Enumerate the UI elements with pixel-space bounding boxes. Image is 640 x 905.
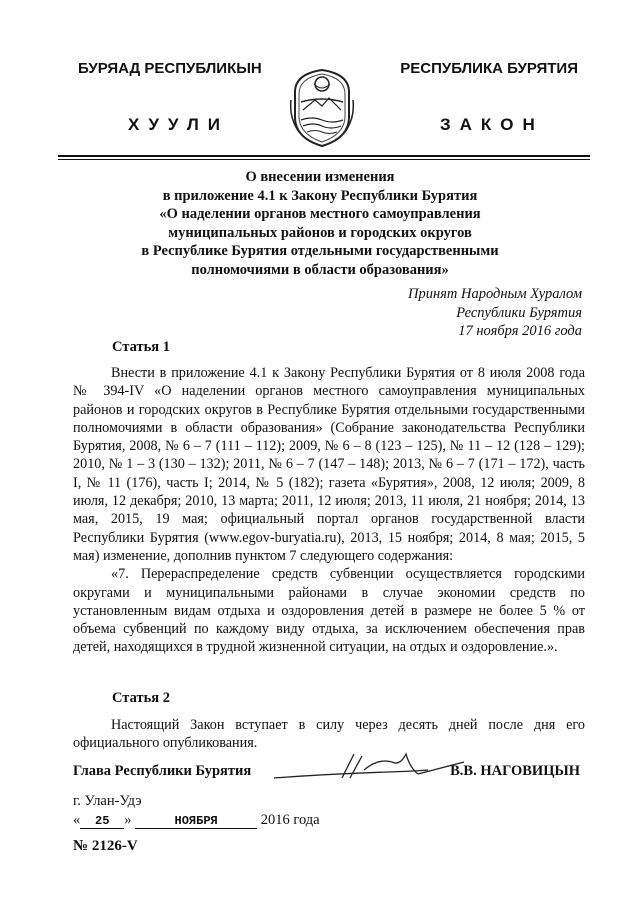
- title-line: в Республике Бурятия отдельными государственными: [141, 243, 499, 259]
- coat-of-arms-emblem: [287, 62, 357, 150]
- signing-date: [73, 812, 320, 829]
- date-month: НОЯБРЯ: [135, 814, 257, 829]
- article-2-heading: Статья 2: [112, 690, 170, 706]
- title-line: в приложение 4.1 к Закону Республики Бурятия: [162, 187, 478, 204]
- adoption-line: Республики Бурятия: [456, 304, 582, 321]
- date-day: 25: [80, 814, 124, 829]
- title-line: О внесении изменения: [245, 169, 395, 185]
- date-close-quote: »: [124, 812, 132, 828]
- article-1-body: [73, 364, 585, 657]
- title-line: муниципальных районов и городских округов: [168, 224, 472, 241]
- title-line: «О наделении органов местного самоуправления: [159, 206, 481, 222]
- date-open-quote: «: [73, 812, 81, 828]
- article-1-paragraph-2: «7. Перераспределение средств субвенции осуществляется городскими округами и муниципальными районами в случае экономии средств по установленным видам отдыха и оздоровления детей в размере не более 5 % от объема субвенций по каждому виду отдыха, за исключением обеспечения прав детей, находящихся в трудной жизненной ситуации, на отдых и оздоровление.».: [73, 566, 585, 656]
- article-1-paragraph-1: Внести в приложение 4.1 к Закону Республики Бурятия от 8 июля 2008 года № 394-IV «О наделении органов местного самоуправления муниципальных районов и городских округов в Республике Бурятия отдельными государственными полномочиями в области образования» (Собрание законодательства Республики Бурятия, 2008, № 6 – 7 (111 – 112); 2009, № 6 – 8 (123 – 125), № 11 – 12 (128 – 129); 2010, № 1 – 3 (130 – 132); 2011, № 6 – 7 (147 – 148); 2013, № 6 – 7 (171 – 172), часть I, № 11 (176), часть I; 2014, № 5 (182); газета «Бурятия», 2008, 12 июля; 2009, 8 июля, 12 декабря; 2010, 13 марта; 2011, 12 июля; 2013, 11 июля, 21 ноября; 2014, 13 мая, 2015, 19 мая; официальный портал органов государственной власти Республики Бурятия (www.egov-buryatia.ru), 2013, 15 ноября; 2014, 8 мая; 2015, 5 мая) изменение, дополнив пунктом 7 следующего содержания:: [73, 365, 585, 564]
- law-title: [60, 168, 580, 279]
- date-year: 2016 года: [260, 812, 320, 828]
- adoption-line: Принят Народным Хуралом: [407, 286, 582, 302]
- right-doc-type: ЗАКОН: [440, 115, 544, 134]
- signatory-name: В.В. НАГОВИЦЫН: [450, 763, 580, 779]
- place: г. Улан-Удэ: [73, 793, 142, 809]
- signatory-position: Глава Республики Бурятия: [73, 763, 252, 779]
- adoption-note: [408, 285, 582, 341]
- left-org-name: БУРЯАД РЕСПУБЛИКЫН: [78, 60, 262, 77]
- right-org-name: РЕСПУБЛИКА БУРЯТИЯ: [400, 60, 578, 77]
- law-number: № 2126-V: [73, 838, 138, 854]
- header-rule-thin: [58, 159, 590, 160]
- article-1-heading: Статья 1: [112, 339, 170, 355]
- adoption-line: 17 ноября 2016 года: [458, 323, 582, 339]
- article-2-paragraph: Настоящий Закон вступает в силу через десять дней после дня его официального опубликования.: [73, 717, 585, 752]
- handwritten-signature: [268, 748, 468, 784]
- header-rule-thick: [58, 155, 590, 157]
- left-doc-type: ХУУЛИ: [128, 115, 229, 134]
- title-line: полномочиями в области образования»: [191, 261, 449, 278]
